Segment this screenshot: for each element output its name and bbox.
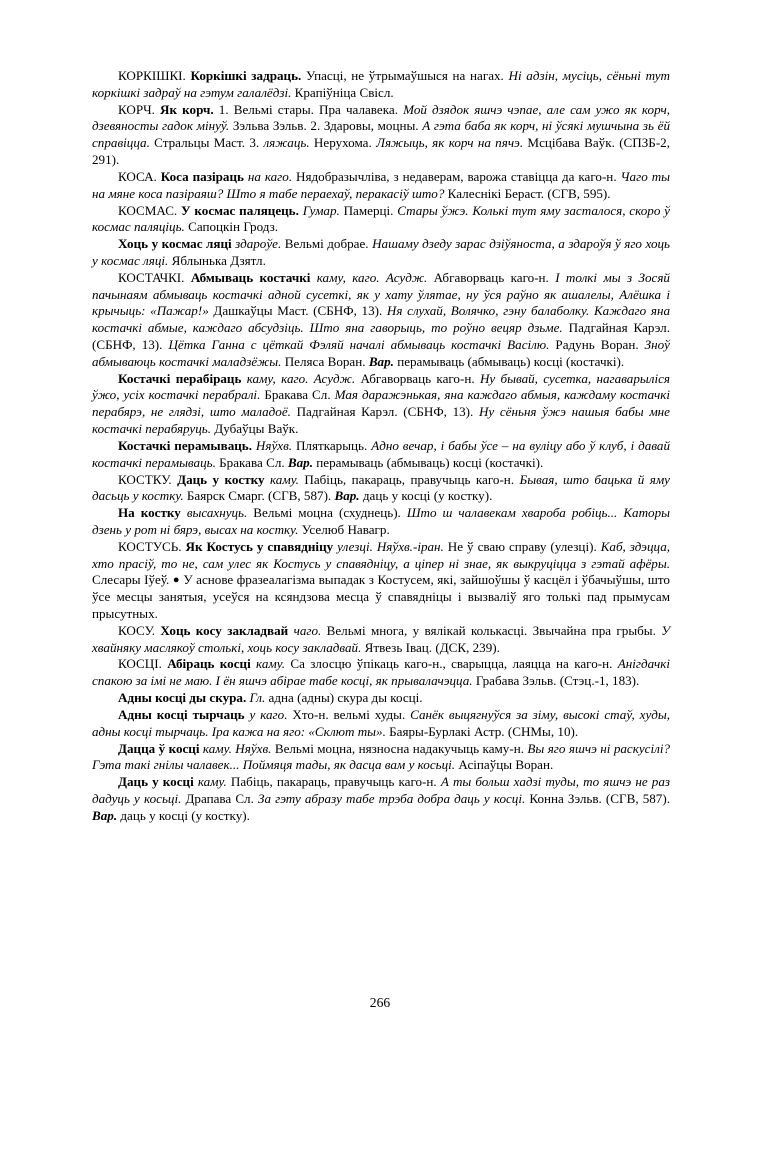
entry-run-italic: Ну бывай, сусетка, нагаварыліся ўжо, усіх костачкі перабралі. [92, 370, 670, 403]
dictionary-entry: КОРЧ. Як корч. 1. Вельмі стары. Пра чалавека. Мой дзядок яшчэ чэпае, але сам ужо як корч, дзевяносты гадок мінуў. Зэльва Зэльв. 2. Здаровы, моцны. А гэта баба як корч, ні ўсякі мушчына зь ёй справіцца. Стральцы Маст. 3. ляжаць. Нерухома. Ляжыць, як корч на пячэ. Мсцібава Ваўк. (СПЗБ-2, 291). [92, 101, 670, 168]
dictionary-entry: На костку высахнуць. Вельмі моцна (схуднець). Што ш чалавекам хвароба робіць... Каторы дзень у рот ні бярэ, высах на костку. Уселюб Навагр. [92, 505, 670, 537]
dictionary-entry: Хоць у космас ляці здароўе. Вельмі добрае. Нашаму дзеду зарас дзіўяноста, а здароўя ў яго хоць у космас ляці. Яблынька Дзятл. [92, 236, 671, 268]
entry-run-italic: Цётка Ганна с цёткай Фэляй началі абмываць костачкі Васілю. [168, 337, 550, 352]
entry-run-bold: На костку [118, 505, 181, 521]
dictionary-entry: КОСЦІ. Абіраць косці каму. Са злосцю ўпікаць каго-н., сварыцца, лаяцца на каго-н. Анігдачкі спакою за імі не маю. І ён яшчэ абірае табе косці, як прывалачэцца. Грабава Зэльв. (Стэц.-1, 183). [92, 656, 670, 689]
entry-run-italic: Мая даражэнькая, яна каждаго абмыя, каждаму костачкі перабярэ, не глядзі, што маладоё. [92, 387, 670, 420]
entry-run-italic: ляжаць. [263, 135, 310, 151]
entry-run-italic: Гумар. [298, 202, 340, 218]
entry-run-bold: Хоць косу закладвай [160, 622, 289, 638]
dictionary-entry: Адны косці тырчаць у каго. Хто-н. вельмі худы. Санёк выцягнуўся за зіму, высокі стаў, худы, адны косці тырчаць. Іра кажа на яго: «Склют ты». Баяры-Бурлакі Астр. (СНМы, 10). [92, 706, 671, 739]
entry-run-italic: каму. [250, 656, 286, 672]
entry-run-bold: Як корч. [160, 101, 214, 117]
entry-run-italic: каму. Няўхв. [199, 740, 272, 756]
entry-run-italic: Бывая, што бацька й яму дасьць у костку. [92, 471, 670, 504]
entry-run-bolditalic: Вар. [287, 454, 314, 470]
entry-run-italic: Вы яго яшчэ ні раскусілі? Гэта такі гнілы чалавек... Поймяця тады, як дасца вам у косьці. [92, 740, 671, 773]
dictionary-entry: Костачкі перабіраць каму, каго. Асудж. Абгаворваць каго-н. Ну бывай, сусетка, нагаварыліся ўжо, усіх костачкі перабралі. Бракава Сл. Мая даражэнькая, яна каждаго абмыя, каждаму костачкі перабярэ, не глядзі, што маладоё. Падгайная Карэл. (СБНФ, 13). Ну сёньня ўжэ нашыя бабы мне костачкі перабяруць. Дубаўцы Ваўк. [92, 370, 670, 437]
entry-run-italic: высахнуць. [180, 505, 248, 521]
dictionary-entry: КОРКІШКІ. Коркішкі задраць. Упасці, не ўтрымаўшыся на нагах. Ні адзін, мусіць, сёньні тут коркішкі задраў на гэтум галалёдзі. Крапіўніца Свісл. [92, 68, 671, 100]
entry-run-italic: У хвайняку маслякоў столькі, хоць косу закладвай. [92, 622, 671, 655]
entry-run-italic: здароўе. [231, 236, 282, 252]
entry-run-italic: чаго. [288, 622, 322, 638]
entry-run-italic: Адно вечар, і бабы ўсе – на вуліцу або ў клуб, і давай костачкі перамываць. [92, 437, 671, 470]
entry-run-italic: Асудж. [385, 269, 428, 285]
entry-run-italic: Санёк выцягнуўся за зіму, высокі стаў, худы, адны косці тырчаць. Іра кажа на яго: «Склют ты». [92, 706, 671, 739]
page-number: 266 [369, 995, 391, 1010]
entry-run-bold: Даць у костку [177, 471, 265, 487]
dictionary-entry: Дацца ў косці каму. Няўхв. Вельмі моцна, нязносна надакучыць каму-н. Вы яго яшчэ ні раскусілі? Гэта такі гнілы чалавек... Поймяця тады, як дасца вам у косьці. Асіпаўцы Воран. [92, 740, 671, 773]
dictionary-entry: Костачкі перамываць. Няўхв. Пляткарыць. Адно вечар, і бабы ўсе – на вуліцу або ў клуб, і давай костачкі перамываць. Бракава Сл. Вар. перамываць (абмываць) косці (костачкі). [92, 437, 671, 470]
entry-run-italic: Ляжыць, як корч на пячэ. [376, 135, 524, 151]
dictionary-entry: КОСТКУ. Даць у костку каму. Пабіць, пакараць, правучыць каго-н. Бывая, што бацька й яму дасьць у костку. Баярск Смарг. (СГВ, 587). Вар. даць у косці (у костку). [92, 471, 670, 504]
entry-run-bold: Коркішкі задраць. [190, 68, 302, 83]
entry-run-bolditalic: Вар. [92, 807, 118, 823]
page-body [92, 68, 670, 825]
entry-run-italic: у каго. [244, 706, 288, 722]
entry-run-bold: Коса пазіраць [160, 168, 244, 184]
entry-run-bold: Костачкі перабіраць [118, 370, 242, 386]
entry-run-italic: А ты больш хадзі туды, то яшчэ не раз дадуць у косьці. [92, 774, 670, 806]
entry-run-italic: Нашаму дзеду зарас дзіўяноста, а здароўя ў яго хоць у космас ляці. [92, 236, 671, 268]
entry-run-italic: улезці. Няўхв.-іран. [333, 538, 444, 554]
entry-run-italic: Няўхв. [252, 437, 293, 453]
entry-run-italic: Чаго ты на мяне коса пазіраяш? Што я табе пераехаў, перакасіў што? [92, 168, 671, 201]
dictionary-entry: Даць у косці каму. Пабіць, пакараць, правучыць каго-н. А ты больш хадзі туды, то яшчэ не раз дадуць у косьці. Драпава Сл. За гэту абразу табе трэба добра даць у косці. Конна Зэльв. (СГВ, 587). Вар. даць у косці (у костку). [92, 774, 670, 823]
entry-run-bold: Абіраць косці [167, 656, 251, 672]
entry-run-bold: Абмываць костачкі [190, 269, 311, 285]
entry-run-bolditalic: Вар. [334, 488, 360, 504]
entry-run-bold: Дацца ў косці [118, 740, 200, 756]
entry-run-bold: У космас паляцець. [181, 202, 299, 218]
dictionary-entry: КОСА. Коса пазіраць на каго. Нядобразычліва, з недаверам, варожа ставіцца да каго-н. Чаго ты на мяне коса пазіраяш? Што я табе пераехаў, перакасіў што? Калеснікі Бераст. (СГВ, 595). [92, 168, 671, 201]
entry-run-italic: Зноў абмываюць костачкі маладзёжы. [92, 337, 670, 369]
entry-run-bold: Костачкі перамываць. [118, 437, 252, 453]
dictionary-entry: КОСУ. Хоць косу закладвай чаго. Вельмі многа, у вялікай колькасці. Звычайна пра грыбы. У хвайняку маслякоў столькі, хоць косу закладвай. Ятвезь Івац. (ДСК, 239). [92, 622, 671, 655]
dictionary-entry: КОСМАС. У космас паляцець. Гумар. Памерці. Стары ўжэ. Колькі тут яму засталося, скоро ў космас паляціць. Сапоцкін Гродз. [92, 202, 670, 235]
entry-run-italic: Мой дзядок яшчэ чэпае, але сам ужо як корч, дзевяносты гадок мінуў. [92, 101, 670, 134]
entry-run-italic: Гл. [246, 690, 266, 706]
entry-run-bold: Хоць у космас ляці [118, 236, 232, 252]
entry-run-italic: Ну сёньня ўжэ нашыя бабы мне костачкі перабяруць. [92, 404, 670, 437]
entry-run-italic: каму, каго. Асудж. [241, 370, 356, 386]
entry-run-italic: Што ш чалавекам хвароба робіць... Каторы дзень у рот ні бярэ, высах на костку. [92, 505, 670, 537]
entry-run-italic: Ня слухай, Волячко, гэну балаболку. Каждаго яна костачкі абмые, каждаго абсудзіць. Што яна гаворыць, то роўно вецяр дзьме. [92, 303, 670, 336]
entry-run-italic: каму. [264, 471, 299, 487]
entry-run-italic: каму. [193, 774, 227, 790]
entry-run-italic: Стары ўжэ. Колькі тут яму засталося, скоро ў космас паляціць. [92, 202, 670, 235]
dictionary-entry: КОСТАЧКІ. Абмываць костачкі каму, каго. Асудж. Абгаворваць каго-н. І толкі мы з Зосяй пачынаям абмываць костачкі адной сусеткі, як у хату ўлятае, ну ўся раўно як ашалелы, Алёшка і крычыць: «Пажар!» Дашкаўцы Маст. (СБНФ, 13). Ня слухай, Волячко, гэну балаболку. Каждаго яна костачкі абмые, каждаго абсудзіць. Што яна гаворыць, то роўно вецяр дзьме. Падгайная Карэл. (СБНФ, 13). Цётка Ганна с цёткай Фэляй началі абмываць костачкі Васілю. Радунь Воран. Зноў абмываюць костачкі маладзёжы. Пеляса Воран. Вар. перамываць (абмываць) косці (костачкі). [92, 269, 670, 369]
entry-run-bold: Як Костусь у спавядніцу [185, 538, 334, 554]
dictionary-entry: Адны косці ды скура. Гл. адна (адны) скура ды косці. [118, 690, 423, 706]
entry-run-italic: За гэту абразу табе трэба добра даць у косці. [257, 790, 526, 806]
entry-run-italic: Каб, здэцца, хто прасіў, то не, сам улес як Костусь у спавядніцу, а ціпер ні знае, як выкруціцца з гэтай афёры. [92, 538, 671, 571]
entry-run-italic: І толкі мы з Зосяй пачынаям абмываць костачкі адной сусеткі, як у хату ўлятае, ну ўся раўно як ашалелы, Алёшка і крычыць: «Пажар!» [92, 269, 670, 319]
entry-run-bolditalic: Вар. [368, 353, 394, 369]
entry-run-italic: А гэта баба як корч, ні ўсякі мушчына зь ёй справіцца. [92, 118, 670, 151]
entry-run-bold: Даць у косці [118, 774, 194, 790]
dictionary-entry: КОСТУСЬ. Як Костусь у спавядніцу улезці. Няўхв.-іран. Не ў сваю справу (улезці). Каб, здэцца, хто прасіў, то не, сам улес як Костусь у спавядніцу, а ціпер ні знае, як выкруціцца з гэтай афёры. Слесары Іўеў. ● У аснове фразеалагізма выпадак з Костусем, які, зайшоўшы ў касцёл і ўбачыўшы, што ўсе месцы занятыя, усеўся на ксяндзова месца ў спавядніцы і вызваліў яго толькі пад прымусам прысутных. [92, 538, 671, 621]
entry-run-bold: Адны косці тырчаць [118, 706, 245, 722]
entry-run-italic: на каго. [243, 168, 293, 184]
entry-run-italic: Анігдачкі спакою за імі не маю. І ён яшчэ абірае табе косці, як прывалачэцца. [92, 656, 670, 689]
entry-run-bullet: ● [172, 574, 180, 587]
entry-run-italic: Ні адзін, мусіць, сёньні тут коркішкі задраў на гэтум галалёдзі. [92, 68, 671, 100]
entry-run-bold: Адны косці ды скура. [118, 690, 247, 706]
entry-run-italic: каму, каго. [310, 269, 380, 285]
